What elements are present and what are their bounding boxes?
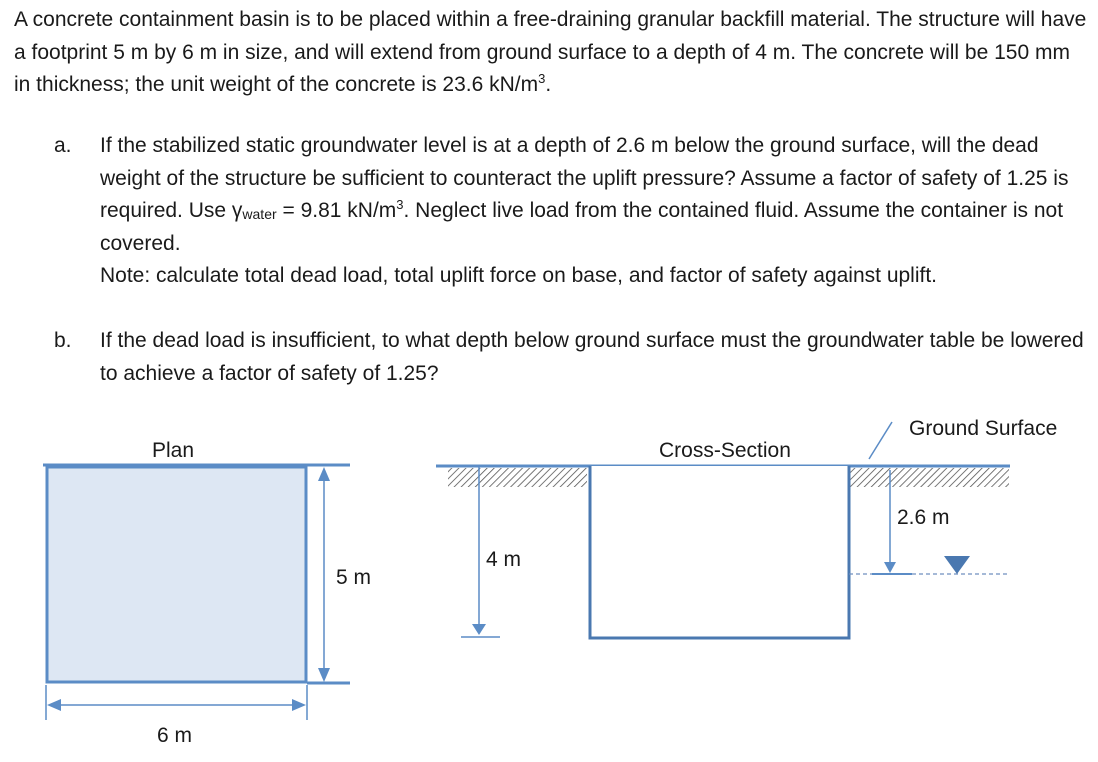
gwt-arrow <box>884 562 896 573</box>
ground-surface-leader <box>869 422 892 459</box>
part-b-body <box>100 325 1098 390</box>
plan-title: Plan <box>152 439 195 462</box>
part-a-body <box>100 130 1098 293</box>
plan-height-arrow-top <box>318 467 330 481</box>
intro-text: A concrete containment basin is to be placed within a free-draining granular backfill material. The structure will have a footprint 5 m by 6 m in size, and will extend from ground surface to a depth of 4 m. The concrete will be 150 mm in thickness; the unit weight of the concrete is 23.6 kN/m <box>14 8 1087 96</box>
depth-label: 4 m <box>486 548 522 571</box>
soil-hatch-left <box>448 468 587 487</box>
part-b-label: b. <box>54 329 72 352</box>
plan-width-arrow-right <box>292 699 306 711</box>
plan-footprint <box>47 467 306 682</box>
plan-width-arrow-left <box>47 699 61 711</box>
plan-height-arrow-bottom <box>318 668 330 682</box>
basin-section <box>590 466 849 638</box>
part-a-superscript: 3 <box>396 197 404 212</box>
intro-superscript: 3 <box>538 71 546 86</box>
depth-arrow <box>472 624 486 635</box>
figure <box>0 400 1098 762</box>
part-a-text-3: . Neglect live load from the contained fluid. Assume the container is not covered. <box>100 199 1064 255</box>
ground-surface-label: Ground Surface <box>909 417 1058 440</box>
part-a-note: Note: calculate total dead load, total uplift force on base, and factor of safety against uplift. <box>100 264 938 287</box>
water-table-symbol-icon <box>944 556 970 574</box>
plan-width-label: 6 m <box>157 724 193 747</box>
part-b-question: If the dead load is insufficient, to what depth below ground surface must the groundwater table be lowered to achieve a factor of safety of 1.25? <box>100 329 1084 385</box>
part-a-text-2: = 9.81 kN/m <box>276 199 397 222</box>
part-a-label: a. <box>54 134 72 157</box>
gwt-depth-label: 2.6 m <box>897 506 950 529</box>
gamma-subscript: water <box>242 206 277 222</box>
intro-end: . <box>545 73 552 96</box>
problem-intro <box>14 4 1089 102</box>
section-title: Cross-Section <box>659 439 791 462</box>
part-a-question <box>100 130 1098 260</box>
part-a-text-1: If the stabilized static groundwater level is at a depth of 2.6 m below the ground surface, will the dead weight of the structure be sufficient to counteract the uplift pressure? Assume a factor of safety of 1.25 is required. Use γ <box>100 134 1069 222</box>
plan-height-label: 5 m <box>336 566 372 589</box>
soil-hatch-right <box>850 468 1009 487</box>
